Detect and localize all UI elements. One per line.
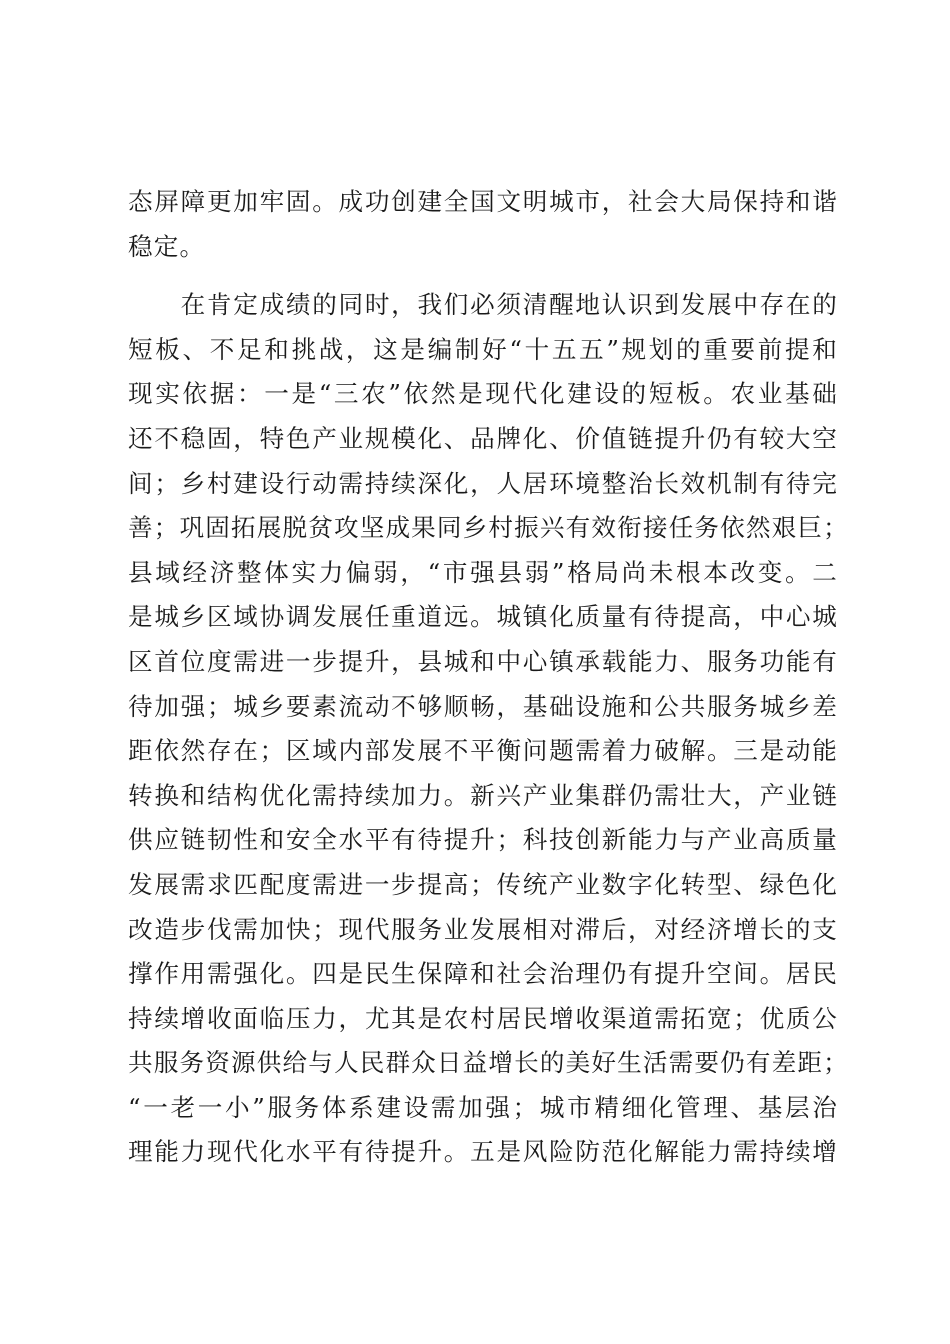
text-line: 理能力现代化水平有待提升。五是风险防范化解能力需持续增 [128, 1137, 838, 1167]
text-line: 改造步伐需加快；现代服务业发展相对滞后，对经济增长的支 [128, 914, 838, 944]
text-line: 区首位度需进一步提升，县城和中心镇承载能力、服务功能有 [128, 646, 838, 676]
text-line: 现实依据：一是“三农”依然是现代化建设的短板。农业基础 [128, 379, 838, 409]
paragraph [128, 180, 838, 269]
paragraph [128, 283, 849, 1175]
text-line: 稳定。 [128, 231, 206, 261]
text-line: 供应链韧性和安全水平有待提升；科技创新能力与产业高质量 [128, 825, 838, 855]
body-text [128, 180, 849, 1175]
text-line: 距依然存在；区域内部发展不平衡问题需着力破解。三是动能 [128, 736, 838, 766]
text-line: 县域经济整体实力偏弱，“市强县弱”格局尚未根本改变。二 [128, 557, 838, 587]
text-line: 善；巩固拓展脱贫攻坚成果同乡村振兴有效衔接任务依然艰巨； [128, 513, 849, 543]
text-line: “一老一小”服务体系建设需加强；城市精细化管理、基层治 [128, 1092, 838, 1122]
text-line: 在肯定成绩的同时，我们必须清醒地认识到发展中存在的 [128, 290, 838, 320]
text-line: 还不稳固，特色产业规模化、品牌化、价值链提升仍有较大空 [128, 423, 838, 453]
text-line: 转换和结构优化需持续加力。新兴产业集群仍需壮大，产业链 [128, 780, 838, 810]
text-line: 短板、不足和挑战，这是编制好“十五五”规划的重要前提和 [128, 334, 838, 364]
text-line: 撑作用需强化。四是民生保障和社会治理仍有提升空间。居民 [128, 959, 838, 989]
paragraph-gap [128, 269, 838, 283]
text-line: 间；乡村建设行动需持续深化，人居环境整治长效机制有待完 [128, 468, 838, 498]
text-line: 共服务资源供给与人民群众日益增长的美好生活需要仍有差距； [128, 1048, 849, 1078]
text-line: 待加强；城乡要素流动不够顺畅，基础设施和公共服务城乡差 [128, 691, 838, 721]
text-line: 是城乡区域协调发展任重道远。城镇化质量有待提高，中心城 [128, 602, 838, 632]
text-line: 态屏障更加牢固。成功创建全国文明城市，社会大局保持和谐 [128, 187, 838, 216]
text-line: 持续增收面临压力，尤其是农村居民增收渠道需拓宽；优质公 [128, 1003, 838, 1033]
text-line: 发展需求匹配度需进一步提高；传统产业数字化转型、绿色化 [128, 869, 838, 899]
